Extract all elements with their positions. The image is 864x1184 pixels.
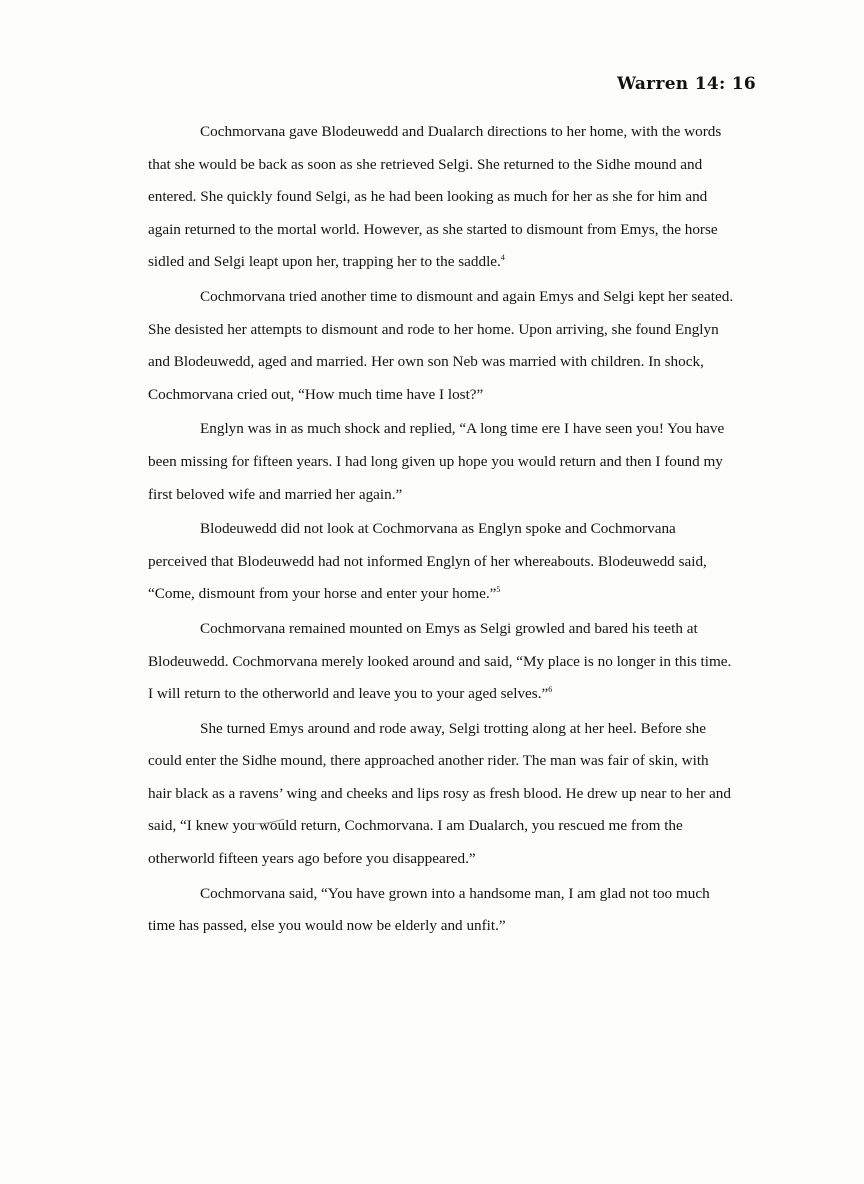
paragraph-text: Cochmorvana said, “You have grown into a handsome man, I am glad not too much time has passed, else you would now be elderly and unfit.” xyxy=(148,884,710,935)
running-head: Warren 14: 16 xyxy=(616,74,756,94)
footnote-marker: 4 xyxy=(500,253,505,263)
paragraph-2 xyxy=(148,281,734,413)
paragraph-text: Cochmorvana remained mounted on Emys as Selgi growled and bared his teeth at Blodeuwedd. Cochmorvana merely looked around and said, “My place is no longer in this time. I will return to the otherworld and leave you to your aged selves.” xyxy=(148,619,732,703)
paragraph-3 xyxy=(148,413,734,513)
body-text xyxy=(148,116,734,945)
paragraph-5 xyxy=(148,613,734,713)
paragraph-text: Cochmorvana tried another time to dismount and again Emys and Selgi kept her seated. She desisted her attempts to dismount and rode to her home. Upon arriving, she found Englyn and Blodeuwedd, aged and married. Her own son Neb was married with children. In shock, Cochmorvana cried out, “How much time have I lost?” xyxy=(148,287,734,403)
footnote-marker: 6 xyxy=(548,685,553,695)
paragraph-6 xyxy=(148,713,734,878)
paragraph-text: Cochmorvana gave Blodeuwedd and Dualarch directions to her home, with the words that she would be back as soon as she retrieved Selgi. She returned to the Sidhe mound and entered. She quickly found Selgi, as he had been looking as much for her as she for him and again returned to the mortal world. However, as she started to dismount from Emys, the horse sidled and Selgi leapt upon her, trapping her to the saddle. xyxy=(148,123,722,271)
paragraph-7 xyxy=(148,878,734,945)
paragraph-text: Englyn was in as much shock and replied, “A long time ere I have seen you! You have been missing for fifteen years. I had long given up hope you would return and then I found my first beloved wife and married her again.” xyxy=(148,420,725,503)
paragraph-text: Blodeuwedd did not look at Cochmorvana as Englyn spoke and Cochmorvana perceived that Blodeuwedd had not informed Englyn of her whereabouts. Blodeuwedd said, “Come, dismount from your horse and enter your home.” xyxy=(148,520,707,603)
footnote-marker: 5 xyxy=(496,585,501,595)
pencil-mark xyxy=(248,816,286,826)
paragraph-4 xyxy=(148,513,734,613)
paragraph-1 xyxy=(148,116,734,281)
paragraph-text: She turned Emys around and rode away, Selgi trotting along at her heel. Before she could enter the Sidhe mound, there approached another rider. The man was fair of skin, with hair black as a ravens’ wing and cheeks and lips rosy as fresh blood. He drew up near to her and said, “I knew you would return, Cochmorvana. I am Dualarch, you rescued me from the otherworld fifteen years ago before you disappeared.” xyxy=(148,719,731,868)
